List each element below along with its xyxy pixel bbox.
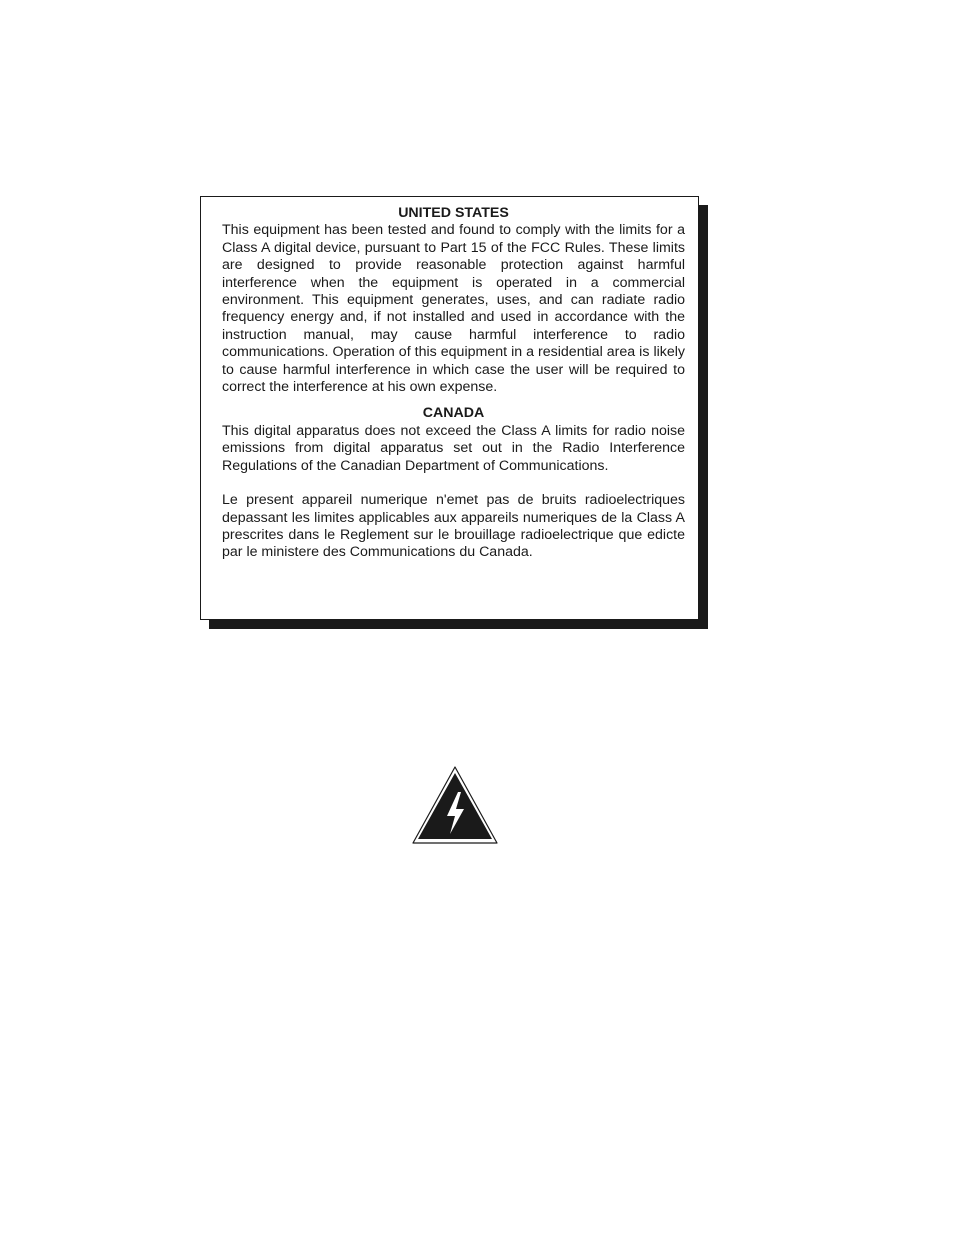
notice-content [222,205,685,562]
us-text: This equipment has been tested and found to comply with the limits for a Class A digital device, pursuant to Part 15 of the FCC Rules. These limits are designed to provide reasonable protection against harmful interference when the equipment is operated in a commercial environment. This equipment generates, uses, and can radiate radio frequency energy and, if not installed and used in accordance with the instruction manual, may cause harmful interference to radio communications. Operation of this equipment in a residential area is likely to cause harmful interference in which case the user will be required to correct the interference at his own expense. [222,222,685,396]
canada-text-english: This digital apparatus does not exceed the Class A limits for radio noise emissions from digital apparatus set out in the Radio Interference Regulations of the Canadian Department of Communications. [222,422,685,474]
notice-box [200,196,699,620]
electrical-hazard-icon [411,765,499,845]
canada-heading: CANADA [422,405,485,422]
canada-text-french: Le present appareil numerique n'emet pas de bruits radioelectriques depassant les limites applicables aux appareils numeriques de la Class A prescrites dans le Reglement sur le brouillage radioelectrique que edicte par le ministere des Communications du Canada. [222,492,685,561]
us-heading: UNITED STATES [398,205,509,221]
regulatory-notice [200,196,699,620]
